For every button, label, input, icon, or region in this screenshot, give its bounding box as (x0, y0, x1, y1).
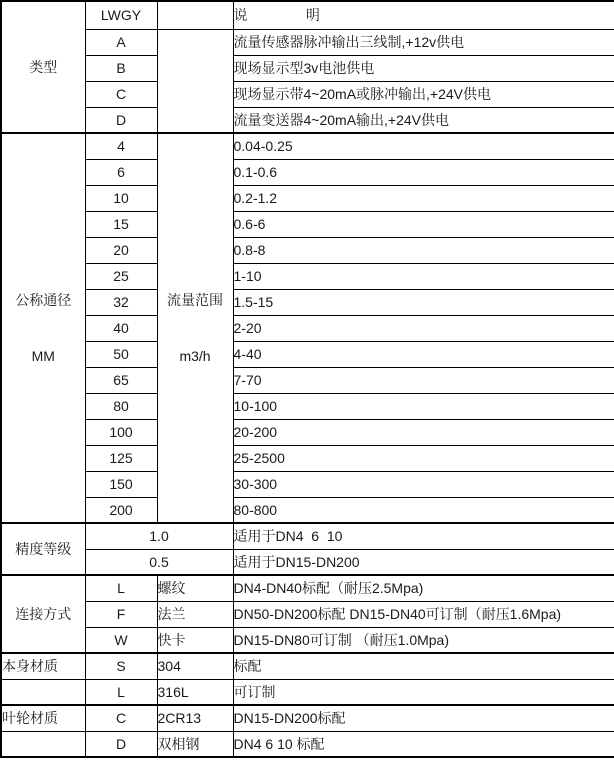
connection-name-cell: 快卡 (157, 627, 233, 653)
desc-header-cell: 说 明 (233, 1, 614, 29)
connection-desc-cell: DN4-DN40标配（耐压2.5Mpa) (233, 575, 614, 601)
range-cell: 0.04-0.25 (233, 133, 614, 159)
dn-cell: 100 (85, 419, 157, 445)
accuracy-desc-cell: 适用于DN15-DN200 (233, 549, 614, 575)
body-material-code-cell: L (85, 679, 157, 705)
connection-desc-cell: DN50-DN200标配 DN15-DN40可订制（耐压1.6Mpa) (233, 601, 614, 627)
dn-cell: 65 (85, 367, 157, 393)
connection-section-label: 连接方式 (1, 575, 85, 653)
diameter-label-line2: MM (31, 348, 55, 365)
type-desc-cell: 现场显示型3v电池供电 (233, 55, 614, 81)
connection-name-cell: 螺纹 (157, 575, 233, 601)
connection-name-cell: 法兰 (157, 601, 233, 627)
range-cell: 25-2500 (233, 445, 614, 471)
diameter-section-label (1, 133, 85, 523)
type-desc-cell: 现场显示带4~20mA或脉冲输出,+24V供电 (233, 81, 614, 107)
impeller-material-desc-cell: DN4 6 10 标配 (233, 731, 614, 757)
connection-code-cell: F (85, 601, 157, 627)
dn-cell: 50 (85, 341, 157, 367)
flow-range-header-line1: 流量范围 (167, 291, 223, 308)
range-cell: 30-300 (233, 471, 614, 497)
diameter-label-line1: 公称通径 (15, 291, 72, 308)
dn-cell: 10 (85, 185, 157, 211)
connection-desc-cell: DN15-DN80可订制 （耐压1.0Mpa) (233, 627, 614, 653)
type-code-cell: D (85, 107, 157, 133)
impeller-material-code-cell: D (85, 731, 157, 757)
dn-cell: 20 (85, 237, 157, 263)
range-cell: 20-200 (233, 419, 614, 445)
type-desc-cell: 流量传感器脉冲输出三线制,+12v供电 (233, 29, 614, 55)
accuracy-section-label: 精度等级 (1, 523, 85, 575)
dn-cell: 150 (85, 471, 157, 497)
empty-merged-cell (157, 29, 233, 133)
dn-cell: 200 (85, 497, 157, 523)
model-code-cell: LWGY (85, 1, 157, 29)
impeller-material-code-cell: C (85, 705, 157, 731)
dn-cell: 80 (85, 393, 157, 419)
range-cell: 1-10 (233, 263, 614, 289)
body-material-desc-cell: 可订制 (233, 679, 614, 705)
dn-cell: 6 (85, 159, 157, 185)
range-cell: 0.2-1.2 (233, 185, 614, 211)
body-material-name-cell: 304 (157, 653, 233, 679)
range-cell: 0.6-6 (233, 211, 614, 237)
impeller-material-name-cell: 2CR13 (157, 705, 233, 731)
range-cell: 0.8-8 (233, 237, 614, 263)
accuracy-grade-cell: 0.5 (85, 549, 233, 575)
empty-cell (1, 731, 85, 757)
type-code-cell: B (85, 55, 157, 81)
dn-cell: 125 (85, 445, 157, 471)
body-material-name-cell: 316L (157, 679, 233, 705)
dn-cell: 32 (85, 289, 157, 315)
accuracy-desc-cell: 适用于DN4 6 10 (233, 523, 614, 549)
type-code-cell: C (85, 81, 157, 107)
empty-cell (157, 1, 233, 29)
dn-cell: 4 (85, 133, 157, 159)
type-code-cell: A (85, 29, 157, 55)
flow-range-header-cell (157, 133, 233, 523)
range-cell: 10-100 (233, 393, 614, 419)
range-cell: 7-70 (233, 367, 614, 393)
impeller-material-desc-cell: DN15-DN200标配 (233, 705, 614, 731)
body-material-desc-cell: 标配 (233, 653, 614, 679)
type-section-label: 类型 (1, 1, 85, 133)
body-material-code-cell: S (85, 653, 157, 679)
dn-cell: 25 (85, 263, 157, 289)
accuracy-grade-cell: 1.0 (85, 523, 233, 549)
range-cell: 2-20 (233, 315, 614, 341)
body-material-section-label: 本身材质 (1, 653, 85, 679)
range-cell: 0.1-0.6 (233, 159, 614, 185)
dn-cell: 40 (85, 315, 157, 341)
connection-code-cell: L (85, 575, 157, 601)
empty-cell (1, 679, 85, 705)
connection-code-cell: W (85, 627, 157, 653)
range-cell: 80-800 (233, 497, 614, 523)
range-cell: 4-40 (233, 341, 614, 367)
flow-range-header-line2: m3/h (179, 348, 211, 365)
type-desc-cell: 流量变送器4~20mA输出,+24V供电 (233, 107, 614, 133)
dn-cell: 15 (85, 211, 157, 237)
range-cell: 1.5-15 (233, 289, 614, 315)
impeller-material-name-cell: 双相钢 (157, 731, 233, 757)
impeller-material-section-label: 叶轮材质 (1, 705, 85, 731)
